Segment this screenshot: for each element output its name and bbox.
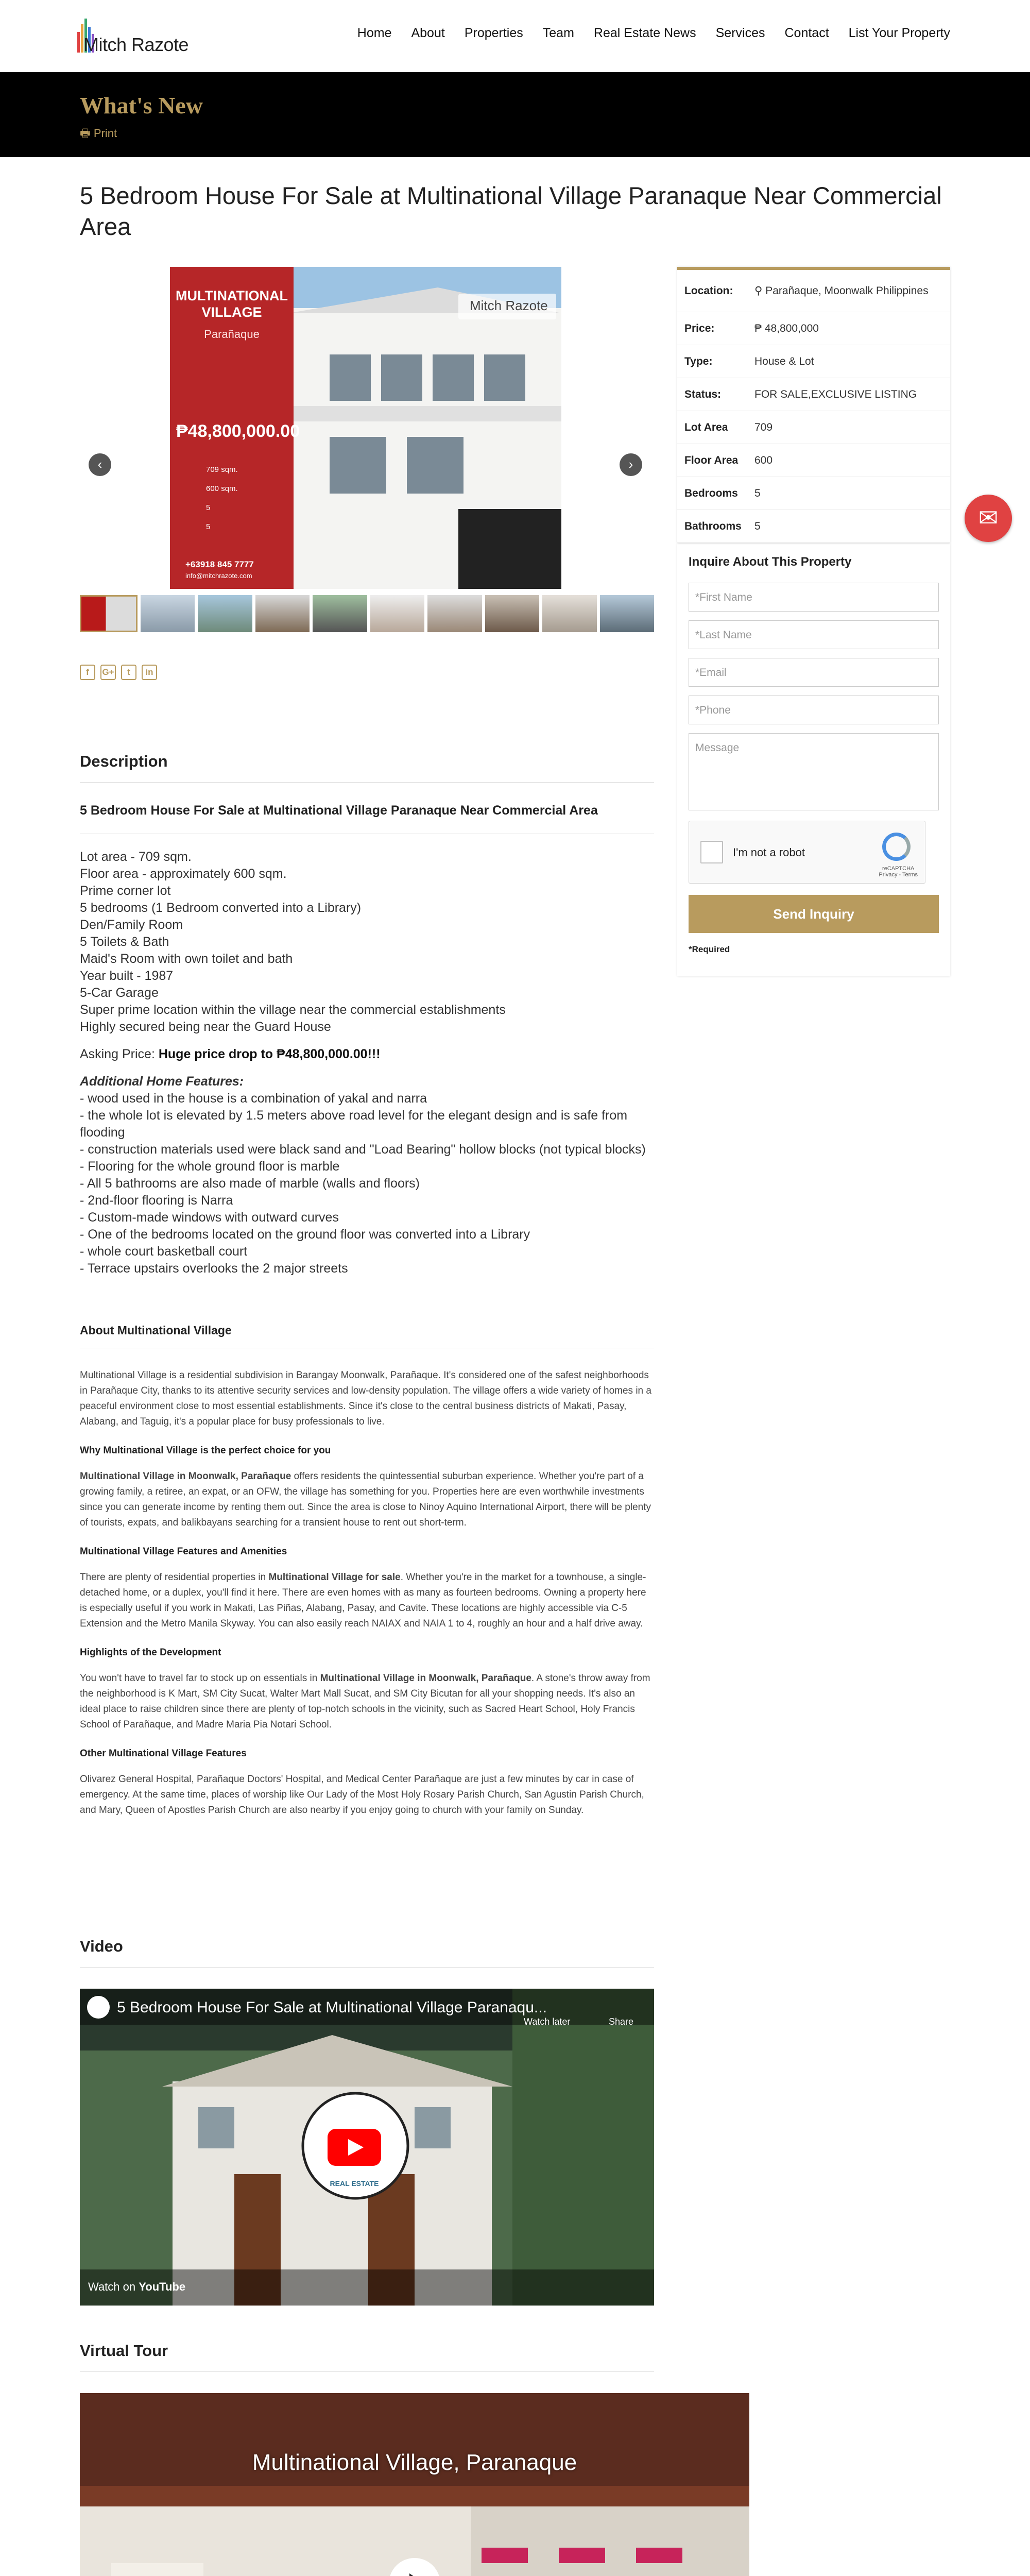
thumbnail[interactable] [542, 595, 597, 632]
flyer-floor: 600 sqm. [206, 484, 238, 493]
print-link[interactable] [80, 125, 117, 144]
about-heading-why: Why Multinational Village is the perfect choice for you [80, 1445, 331, 1456]
video-overlay-text: REAL ESTATE [330, 2179, 379, 2188]
spec-value: 709 [754, 421, 773, 433]
additional-feature: - Custom-made windows with outward curves [80, 1210, 339, 1225]
message-textarea[interactable]: Message [689, 733, 939, 810]
map-pin-icon: ⚲ [754, 285, 766, 297]
about-p3-bold: Multinational Village for sale [268, 1572, 401, 1583]
flyer-phone: +63918 845 7777 [185, 560, 254, 569]
additional-feature: - construction materials used were black sand and "Load Bearing" hollow blocks (not typical blocks) [80, 1142, 646, 1157]
nav-list-your-property[interactable]: List Your Property [848, 26, 950, 40]
email-input[interactable]: *Email [689, 658, 939, 687]
youtube-play-button[interactable] [328, 2129, 381, 2166]
about-paragraph-3 [80, 1570, 654, 1632]
tour-thumbnail [80, 2393, 749, 2576]
additional-feature: - 2nd-floor flooring is Narra [80, 1193, 233, 1208]
description-heading: Description [80, 752, 168, 770]
additional-features-heading: Additional Home Features: [80, 1074, 244, 1089]
spec-row-lot-area [677, 411, 950, 444]
about-heading-features: Multinational Village Features and Amenities [80, 1546, 287, 1557]
spec-key: Location: [684, 284, 733, 297]
feature-item: Year built - 1987 [80, 969, 174, 983]
feature-item: Maid's Room with own toilet and bath [80, 952, 293, 966]
feature-item: 5 bedrooms (1 Bedroom converted into a Library) [80, 901, 362, 915]
feature-item: Super prime location within the village near the commercial establishments [80, 1003, 506, 1017]
watch-later-label[interactable]: Watch later [524, 2016, 571, 2027]
feature-item: Floor area - approximately 600 sqm. [80, 867, 287, 881]
about-heading-highlights: Highlights of the Development [80, 1647, 221, 1658]
spec-value [754, 284, 950, 298]
video-title[interactable]: 5 Bedroom House For Sale at Multinational Village Paranaqu... [117, 1999, 547, 2016]
play-icon [409, 2573, 425, 2576]
twitter-share-icon[interactable]: t [121, 665, 136, 680]
spec-row-floor-area [677, 444, 950, 477]
thumbnail[interactable] [255, 595, 310, 632]
recaptcha-logo-icon [882, 833, 911, 861]
play-icon [348, 2139, 364, 2156]
about-paragraph-5: Olivarez General Hospital, Parañaque Doctors' Hospital, and Medical Center Parañaque are just a few minutes by car in case of emergency. At the same time, places of worship like Our Lady of the Most Holy Rosary Parish Church, San Agustin Parish Church, and Mary, Queen of Apostles Parish Church are also nearby if you enjoy going to church with your family on Sunday. [80, 1774, 644, 1816]
print-label: Print [93, 127, 117, 140]
nav-team[interactable]: Team [542, 26, 574, 40]
feature-item: Prime corner lot [80, 884, 171, 898]
feature-item: 5 Toilets & Bath [80, 935, 169, 949]
thumbnail[interactable] [600, 595, 655, 632]
spec-key: Status: [684, 388, 722, 400]
flyer-lot: 709 sqm. [206, 465, 238, 474]
spec-key: Lot Area [684, 421, 728, 433]
spec-value: 600 [754, 454, 773, 466]
flyer-email: info@mitchrazote.com [185, 572, 252, 580]
feature-item: 5-Car Garage [80, 986, 159, 1000]
spec-row-location [677, 270, 950, 312]
asking-price-value: Huge price drop to ₱48,800,000.00!!! [158, 1047, 381, 1061]
nav-about[interactable]: About [411, 26, 445, 40]
about-p2-text: offers residents the quintessential suburban experience. Whether you're part of a growing family, a retiree, an expat, or an OFW, the village has something for you. Properties here are even worthwhile investments since you can generate income by renting them out. Since the area is close to Ninoy Aquino International Airport, there will be plenty of tourists, expats, and balikbayans searching for a transient house to rent out short-term. [80, 1471, 651, 1528]
about-paragraph-2 [80, 1469, 654, 1531]
about-paragraph-4 [80, 1671, 654, 1733]
spec-key: Bathrooms [684, 520, 742, 532]
tour-title: Multinational Village, Paranaque [252, 2450, 577, 2475]
inquiry-heading: Inquire About This Property [689, 555, 852, 569]
spec-value: FOR SALE,EXCLUSIVE LISTING [754, 388, 917, 400]
watch-on-youtube[interactable] [88, 2280, 185, 2294]
last-name-input[interactable]: *Last Name [689, 620, 939, 649]
thumbnail[interactable] [485, 595, 540, 632]
spec-row-bathrooms [677, 510, 950, 543]
page-title: 5 Bedroom House For Sale at Multinational Village Paranaque Near Commercial Area [80, 182, 942, 240]
captcha-checkbox[interactable] [700, 841, 723, 863]
linkedin-share-icon[interactable]: in [142, 665, 157, 680]
printer-icon: 🖶 [80, 127, 94, 140]
thumbnail[interactable] [141, 595, 195, 632]
about-p2-bold: Multinational Village in Moonwalk, Parañaque [80, 1471, 291, 1482]
spec-value: 5 [754, 520, 761, 532]
google-plus-share-icon[interactable]: G+ [100, 665, 116, 680]
about-paragraph-1: Multinational Village is a residential subdivision in Barangay Moonwalk, Parañaque. It's considered one of the safest neighborhoods in Parañaque City, thanks to its attentive security services and low-density population. The village offers a wide variety of homes in a peaceful environment close to most essential establishments. Since it's close to the central business districts of Makati, Pasay, Alabang, and Taguig, it's a popular place for busy professionals to live. [80, 1370, 651, 1427]
share-label[interactable]: Share [609, 2016, 634, 2027]
gallery-main-image[interactable] [170, 267, 561, 589]
recaptcha-privacy-link[interactable]: Privacy - Terms [879, 872, 918, 878]
flyer-price: ₱48,800,000.00 [176, 421, 300, 441]
channel-avatar-icon[interactable] [87, 1996, 110, 2019]
spec-key: Floor Area [684, 454, 739, 466]
required-note: *Required [689, 944, 730, 954]
video-heading: Video [80, 1937, 123, 1955]
additional-feature: - whole court basketball court [80, 1244, 248, 1259]
additional-features-list [80, 1090, 654, 1277]
spec-value: ₱ 48,800,000 [754, 323, 819, 334]
recaptcha-widget [689, 821, 925, 884]
feature-list [80, 849, 654, 1036]
matterport-tour-embed[interactable] [80, 2393, 749, 2576]
additional-feature: - One of the bedrooms located on the ground floor was converted into a Library [80, 1227, 530, 1242]
additional-feature: - wood used in the house is a combination of yakal and narra [80, 1091, 427, 1106]
additional-feature: - All 5 bathrooms are also made of marble (walls and floors) [80, 1176, 420, 1191]
spec-key: Bedrooms [684, 487, 738, 499]
about-p4-bold: Multinational Village in Moonwalk, Parañaque [320, 1673, 531, 1684]
spec-location-value: Parañaque, Moonwalk Philippines [765, 285, 929, 297]
nav-real-estate-news[interactable]: Real Estate News [593, 26, 696, 40]
description-subtitle: 5 Bedroom House For Sale at Multinational Village Paranaque Near Commercial Area [80, 803, 598, 818]
additional-feature: - Terrace upstairs overlooks the 2 major streets [80, 1261, 348, 1276]
gallery-thumbnails [80, 595, 654, 632]
banner-title: What's New [80, 92, 203, 118]
flyer-village: MULTINATIONAL VILLAGE [176, 288, 288, 320]
additional-feature: - the whole lot is elevated by 1.5 meters above road level for the elegant design and is safe from flooding [80, 1108, 628, 1140]
about-p3-a: There are plenty of residential properties in [80, 1572, 269, 1583]
spec-row-bedrooms [677, 477, 950, 510]
description-section [80, 752, 654, 1818]
thumbnail[interactable] [370, 595, 425, 632]
about-heading: About Multinational Village [80, 1324, 232, 1337]
additional-feature: - Flooring for the whole ground floor is marble [80, 1159, 340, 1174]
about-p4-c: . A stone's throw away from the neighborhood is K Mart, SM City Sucat, Walter Mart Mall Sucat, and SM City Bicutan for all your shopping needs. It's also an ideal place to raise children since there are plenty of top-notch schools in the vicinity, such as Sacred Heart School, Holy Francis School of Parañaque, and Madre Maria Pia Notari School. [80, 1673, 650, 1730]
asking-price-label: Asking Price: [80, 1047, 155, 1061]
gallery-prev-button[interactable]: ‹ [89, 453, 111, 476]
messenger-chat-icon[interactable]: ✉ [965, 495, 1012, 542]
thumbnail[interactable] [427, 595, 482, 632]
logo-name: Mitch Razote [83, 34, 189, 55]
main-nav [357, 26, 950, 41]
flyer-baths: 5 [206, 522, 211, 531]
facebook-share-icon[interactable]: f [80, 665, 95, 680]
nav-contact[interactable]: Contact [784, 26, 829, 40]
flyer-beds: 5 [206, 503, 211, 512]
feature-item: Highly secured being near the Guard House [80, 1020, 331, 1034]
spec-key: Type: [684, 355, 713, 367]
flyer-city: Parañaque [204, 328, 260, 341]
inquiry-form [677, 544, 950, 976]
thumbnail[interactable] [198, 595, 252, 632]
about-heading-other: Other Multinational Village Features [80, 1748, 247, 1759]
feature-item: Lot area - 709 sqm. [80, 850, 192, 864]
site-logo[interactable] [77, 16, 242, 58]
first-name-input[interactable]: *First Name [689, 583, 939, 612]
nav-services[interactable]: Services [715, 26, 765, 40]
about-p3-c: . Whether you're in the market for a townhouse, a single-detached home, or a duplex, you'll find it here. There are even homes with as many as fourteen bedrooms. Owning a property here is especially useful if you work in Makati, Las Piñas, Alabang, Pasay, and Cavite. These locations are highly accessible via C-5 Extension and the Metro Manila Skyway. You can also easily reach NAIAX and NAIA 1 to 4, roughly an hour and a half drive away. [80, 1572, 646, 1629]
feature-item: Den/Family Room [80, 918, 183, 932]
nav-properties[interactable]: Properties [464, 26, 523, 40]
thumbnail[interactable] [313, 595, 367, 632]
spec-key: Price: [684, 322, 715, 334]
share-buttons [80, 665, 157, 680]
recaptcha-brand: reCAPTCHA [882, 866, 915, 872]
captcha-label: I'm not a robot [733, 846, 805, 859]
spec-value: House & Lot [754, 355, 814, 367]
flyer-brand: Mitch Razote [470, 298, 548, 313]
gallery-next-button[interactable]: › [620, 453, 642, 476]
recaptcha-text [879, 866, 918, 878]
youtube-video-embed[interactable] [80, 1989, 654, 2306]
about-p4-a: You won't have to travel far to stock up on essentials in [80, 1673, 320, 1684]
watch-on-label: Watch on [88, 2280, 136, 2293]
spec-row-status [677, 378, 950, 411]
spec-row-price [677, 312, 950, 345]
property-spec-table [677, 267, 950, 543]
send-inquiry-button[interactable]: Send Inquiry [689, 895, 939, 933]
phone-input[interactable]: *Phone [689, 696, 939, 724]
thumbnail[interactable] [80, 595, 138, 632]
asking-price [80, 1046, 654, 1063]
virtual-tour-heading: Virtual Tour [80, 2342, 168, 2360]
youtube-logo: YouTube [139, 2280, 186, 2293]
spec-row-type [677, 345, 950, 378]
spec-value: 5 [754, 487, 761, 499]
nav-home[interactable]: Home [357, 26, 392, 40]
